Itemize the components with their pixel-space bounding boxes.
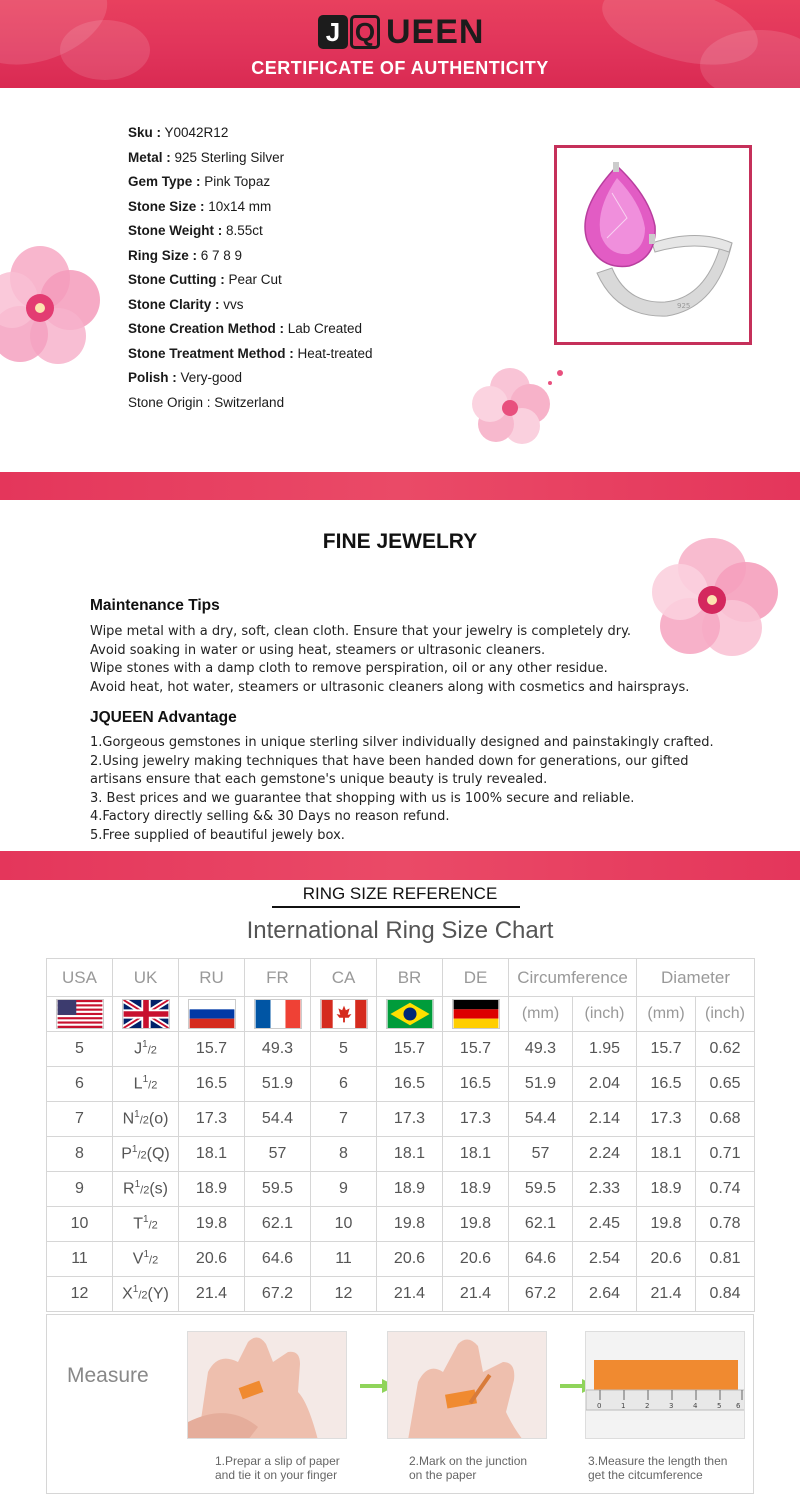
advantage-line: 3. Best prices and we guarantee that shopping with us is 100% secure and reliable. (90, 790, 635, 806)
header-diameter: Diameter (637, 959, 755, 997)
cell-circ-mm: 54.4 (509, 1102, 573, 1137)
ring-size-table (46, 958, 755, 1312)
certificate-title: CERTIFICATE OF AUTHENTICITY (251, 58, 549, 78)
uk-flag-cell (113, 997, 179, 1032)
half-numerator: 1 (143, 1249, 150, 1261)
spec-value: Very-good (176, 370, 243, 385)
germany-flag-cell (443, 997, 509, 1032)
cell-ru: 15.7 (179, 1032, 245, 1067)
russia-flag (188, 999, 236, 1029)
spec-row-stone-origin (128, 391, 373, 416)
cell-usa: 8 (47, 1137, 113, 1172)
advantage-text (90, 734, 714, 846)
spec-label: Stone Cutting : (128, 272, 225, 287)
usa-flag-cell (47, 997, 113, 1032)
unit-circ-mm: (mm) (509, 997, 573, 1032)
spec-value: 925 Sterling Silver (170, 149, 285, 165)
cell-uk (113, 1277, 179, 1312)
maintenance-tips-heading: Maintenance Tips (90, 597, 220, 614)
spec-section (0, 88, 800, 472)
cell-dia-in: 0.68 (696, 1102, 755, 1137)
table-row (47, 1172, 755, 1207)
cell-fr: 54.4 (245, 1102, 311, 1137)
advantage-line: artisans ensure that each gemstone's unique beauty is truly revealed. (90, 772, 548, 788)
cell-circ-in: 2.14 (573, 1102, 637, 1137)
canada-flag (320, 999, 368, 1029)
cell-br: 16.5 (377, 1067, 443, 1102)
usa-flag (56, 999, 104, 1029)
spec-list (128, 121, 373, 415)
cell-uk (113, 1207, 179, 1242)
maintenance-line: Avoid soaking in water or using heat, steamers or ultrasonic cleaners. (90, 642, 546, 658)
cell-circ-in: 1.95 (573, 1032, 637, 1067)
half-denominator: /2 (149, 1254, 159, 1267)
spec-value: Heat-treated (293, 345, 373, 361)
table-row (47, 1102, 755, 1137)
ruler-number: 1 (621, 1402, 626, 1410)
ruler-number: 3 (669, 1402, 674, 1410)
caption-line: get the citcumference (588, 1468, 703, 1482)
caption-line: and tie it on your finger (215, 1468, 338, 1482)
table-body (47, 1032, 755, 1312)
advantage-line: 1.Gorgeous gemstones in unique sterling silver individually designed and painstakingly crafted. (90, 735, 714, 750)
spec-label: Ring Size : (128, 247, 198, 263)
cell-br: 18.9 (377, 1172, 443, 1207)
cell-br: 19.8 (377, 1207, 443, 1242)
cell-de: 15.7 (443, 1032, 509, 1067)
cell-de: 21.4 (443, 1277, 509, 1312)
spec-value: Y0042R12 (161, 125, 229, 140)
table-row (47, 1242, 755, 1277)
uk-size-letter: L (133, 1075, 143, 1093)
cell-dia-mm: 18.1 (637, 1137, 696, 1172)
cell-ru: 16.5 (179, 1067, 245, 1102)
header-circumference: Circumference (509, 959, 637, 997)
cell-circ-mm: 64.6 (509, 1242, 573, 1277)
spec-row-gem-type (128, 170, 373, 195)
ring-size-reference-title: RING SIZE REFERENCE (302, 884, 498, 903)
unit-dia-mm: (mm) (637, 997, 696, 1032)
ruler-number: 2 (645, 1402, 650, 1410)
cell-de: 19.8 (443, 1207, 509, 1242)
uk-size-suffix: (Y) (147, 1285, 169, 1303)
cell-dia-in: 0.78 (696, 1207, 755, 1242)
spec-label: Stone Creation Method : (128, 321, 284, 336)
maintenance-line: Wipe stones with a damp cloth to remove perspiration, oil or any other residue. (90, 661, 608, 677)
cell-dia-in: 0.71 (696, 1137, 755, 1172)
ring-engraving: 925 (677, 302, 691, 310)
spec-label: Stone Origin : (128, 394, 211, 410)
cell-circ-in: 2.24 (573, 1137, 637, 1172)
canada-flag-cell (311, 997, 377, 1032)
unit-circ-inch: (inch) (573, 997, 637, 1032)
advantage-heading: JQUEEN Advantage (90, 709, 237, 726)
spec-value: 6 7 8 9 (197, 247, 243, 263)
cell-dia-mm: 15.7 (637, 1032, 696, 1067)
cell-circ-in: 2.45 (573, 1207, 637, 1242)
spec-value: Lab Created (284, 321, 363, 336)
spec-label: Sku : (128, 125, 162, 140)
cell-dia-mm: 17.3 (637, 1102, 696, 1137)
ruler-number: 5 (717, 1402, 722, 1410)
uk-size-letter: V (132, 1250, 144, 1268)
cell-de: 18.1 (443, 1137, 509, 1172)
half-denominator: /2 (139, 1114, 149, 1127)
advantage-line: 4.Factory directly selling && 30 Days no reason refund. (90, 809, 450, 825)
header-usa: USA (47, 959, 113, 997)
caption-line: 2.Mark on the junction (409, 1454, 528, 1468)
half-denominator: /2 (140, 1184, 150, 1197)
cell-de: 18.9 (443, 1172, 509, 1207)
uk-size-suffix: (o) (148, 1110, 169, 1128)
table-row (47, 1067, 755, 1102)
spec-row-stone-weight (128, 219, 373, 244)
advantage-line: 2.Using jewelry making techniques that have been handed down for generations, our gifted (90, 753, 689, 769)
title-underline (272, 906, 520, 908)
cell-dia-in: 0.74 (696, 1172, 755, 1207)
divider-band (0, 472, 800, 500)
cell-fr: 62.1 (245, 1207, 311, 1242)
table-header-row (47, 959, 755, 997)
spec-row-treatment-method (128, 342, 373, 367)
uk-size-suffix: (Q) (146, 1145, 170, 1163)
germany-flag (452, 999, 500, 1029)
header-de: DE (443, 959, 509, 997)
cell-br: 15.7 (377, 1032, 443, 1067)
cell-circ-in: 2.04 (573, 1067, 637, 1102)
cell-fr: 51.9 (245, 1067, 311, 1102)
cell-ca: 9 (311, 1172, 377, 1207)
half-denominator: /2 (137, 1149, 147, 1162)
header-banner (0, 0, 800, 88)
cell-usa: 9 (47, 1172, 113, 1207)
uk-size-letter: T (133, 1215, 144, 1233)
cell-dia-mm: 16.5 (637, 1067, 696, 1102)
step-2-image (387, 1331, 547, 1439)
spec-value: vvs (219, 296, 244, 312)
cell-ca: 11 (311, 1242, 377, 1277)
cell-br: 18.1 (377, 1137, 443, 1172)
cell-dia-mm: 19.8 (637, 1207, 696, 1242)
cell-ru: 20.6 (179, 1242, 245, 1277)
cell-ca: 12 (311, 1277, 377, 1312)
header-br: BR (377, 959, 443, 997)
spec-label: Gem Type : (128, 174, 201, 189)
half-numerator: 1 (134, 1109, 140, 1121)
cell-uk (113, 1067, 179, 1102)
cell-fr: 64.6 (245, 1242, 311, 1277)
flower-decoration-left (0, 238, 120, 378)
cell-fr: 59.5 (245, 1172, 311, 1207)
spec-label: Metal : (128, 149, 171, 165)
step-2-caption (409, 1454, 527, 1482)
france-flag (254, 999, 302, 1029)
cell-uk (113, 1102, 179, 1137)
cell-de: 16.5 (443, 1067, 509, 1102)
divider-band (0, 851, 800, 880)
spec-row-stone-clarity (128, 293, 373, 318)
flower-decoration-center (460, 363, 570, 453)
spec-row-polish (128, 366, 373, 391)
spec-row-metal (128, 146, 373, 171)
brazil-flag (386, 999, 434, 1029)
russia-flag-cell (179, 997, 245, 1032)
cell-ca: 10 (311, 1207, 377, 1242)
cell-circ-in: 2.33 (573, 1172, 637, 1207)
uk-flag (122, 999, 170, 1029)
spec-label: Polish : (128, 370, 177, 385)
ruler-number: 6 (736, 1402, 741, 1410)
cell-usa: 12 (47, 1277, 113, 1312)
cell-dia-in: 0.81 (696, 1242, 755, 1277)
step-1-image (187, 1331, 347, 1439)
table-row (47, 1137, 755, 1172)
cell-dia-in: 0.65 (696, 1067, 755, 1102)
advantage-line: 5.Free supplied of beautiful jewely box. (90, 827, 345, 843)
spec-value: Pear Cut (224, 272, 282, 287)
half-denominator: /2 (148, 1079, 158, 1092)
spec-row-stone-cutting (128, 268, 373, 293)
cell-de: 20.6 (443, 1242, 509, 1277)
france-flag-cell (245, 997, 311, 1032)
uk-size-letter: X (122, 1285, 133, 1303)
cell-circ-mm: 67.2 (509, 1277, 573, 1312)
cell-circ-mm: 59.5 (509, 1172, 573, 1207)
cell-fr: 67.2 (245, 1277, 311, 1312)
ring-image (557, 148, 749, 342)
header-ca: CA (311, 959, 377, 997)
spec-value: 8.55ct (222, 223, 263, 238)
maintenance-tips-text (90, 623, 689, 697)
table-row (47, 1207, 755, 1242)
cell-uk (113, 1172, 179, 1207)
spec-value: Pink Topaz (200, 174, 271, 189)
cell-ca: 5 (311, 1032, 377, 1067)
cell-usa: 11 (47, 1242, 113, 1277)
cell-ru: 18.1 (179, 1137, 245, 1172)
half-numerator: 1 (134, 1179, 141, 1191)
table-row (47, 1032, 755, 1067)
cell-dia-in: 0.84 (696, 1277, 755, 1312)
spec-label: Stone Size : (128, 198, 205, 214)
cell-circ-mm: 49.3 (509, 1032, 573, 1067)
maintenance-line: Wipe metal with a dry, soft, clean cloth. Ensure that your jewelry is completely dry. (90, 624, 632, 639)
fine-jewelry-title: FINE JEWELRY (322, 530, 478, 553)
step-1-caption (215, 1454, 340, 1482)
measure-label: Measure (67, 1364, 149, 1387)
cell-circ-in: 2.54 (573, 1242, 637, 1277)
uk-size-letter: N (122, 1110, 135, 1128)
cell-dia-mm: 21.4 (637, 1277, 696, 1312)
cell-br: 21.4 (377, 1277, 443, 1312)
spec-row-sku (128, 121, 373, 146)
half-numerator: 1 (142, 1074, 149, 1086)
product-image-frame (554, 145, 752, 345)
unit-dia-inch: (inch) (696, 997, 755, 1032)
spec-row-stone-size (128, 195, 373, 220)
cell-de: 17.3 (443, 1102, 509, 1137)
half-numerator: 1 (131, 1144, 138, 1156)
cell-fr: 57 (245, 1137, 311, 1172)
cell-dia-in: 0.62 (696, 1032, 755, 1067)
cell-br: 17.3 (377, 1102, 443, 1137)
cell-uk (113, 1032, 179, 1067)
header-ru: RU (179, 959, 245, 997)
cell-dia-mm: 18.9 (637, 1172, 696, 1207)
uk-size-letter: R (123, 1180, 135, 1198)
cell-circ-in: 2.64 (573, 1277, 637, 1312)
cell-uk (113, 1137, 179, 1172)
cell-fr: 49.3 (245, 1032, 311, 1067)
half-denominator: /2 (147, 1044, 157, 1057)
measure-section (46, 1314, 754, 1494)
cell-ru: 18.9 (179, 1172, 245, 1207)
half-denominator: /2 (148, 1219, 158, 1232)
cell-ru: 19.8 (179, 1207, 245, 1242)
cell-dia-mm: 20.6 (637, 1242, 696, 1277)
header-uk: UK (113, 959, 179, 997)
caption-line: 3.Measure the length then (588, 1454, 728, 1468)
cell-ca: 8 (311, 1137, 377, 1172)
cell-ca: 6 (311, 1067, 377, 1102)
spec-label: Stone Treatment Method : (128, 345, 294, 361)
half-numerator: 1 (132, 1284, 139, 1296)
ruler-number: 0 (597, 1402, 602, 1410)
uk-size-suffix: (s) (149, 1180, 168, 1198)
cell-circ-mm: 51.9 (509, 1067, 573, 1102)
spec-label: Stone Weight : (128, 223, 223, 238)
spec-row-ring-size (128, 244, 373, 269)
logo-letter-j: J (318, 15, 348, 49)
cell-ru: 21.4 (179, 1277, 245, 1312)
maintenance-line: Avoid heat, hot water, steamers or ultrasonic cleaners along with cosmetics and hairsprays. (90, 679, 690, 695)
logo-text: UEEN (386, 12, 485, 51)
cell-usa: 5 (47, 1032, 113, 1067)
half-denominator: /2 (138, 1289, 148, 1302)
caption-line: 1.Prepar a slip of paper (215, 1454, 340, 1468)
table-flag-row (47, 997, 755, 1032)
cell-br: 20.6 (377, 1242, 443, 1277)
cell-usa: 10 (47, 1207, 113, 1242)
header-fr: FR (245, 959, 311, 997)
table-row (47, 1277, 755, 1312)
ruler-number: 4 (693, 1402, 698, 1410)
cell-circ-mm: 62.1 (509, 1207, 573, 1242)
spec-row-creation-method (128, 317, 373, 342)
cell-uk (113, 1242, 179, 1277)
uk-size-letter: J (134, 1040, 143, 1058)
caption-line: on the paper (409, 1468, 477, 1482)
brand-logo (318, 12, 484, 52)
ring-size-chart-title: International Ring Size Chart (246, 917, 554, 944)
step-3-caption (588, 1454, 727, 1482)
cell-ru: 17.3 (179, 1102, 245, 1137)
brazil-flag-cell (377, 997, 443, 1032)
cell-ca: 7 (311, 1102, 377, 1137)
spec-value: 10x14 mm (204, 198, 272, 214)
half-numerator: 1 (143, 1214, 149, 1226)
step-3-image (585, 1331, 745, 1439)
logo-letter-q: Q (350, 15, 380, 49)
cell-usa: 6 (47, 1067, 113, 1102)
cell-usa: 7 (47, 1102, 113, 1137)
cell-circ-mm: 57 (509, 1137, 573, 1172)
half-numerator: 1 (142, 1039, 148, 1051)
spec-value: Switzerland (210, 394, 285, 410)
spec-label: Stone Clarity : (128, 296, 220, 312)
uk-size-letter: P (121, 1145, 132, 1163)
